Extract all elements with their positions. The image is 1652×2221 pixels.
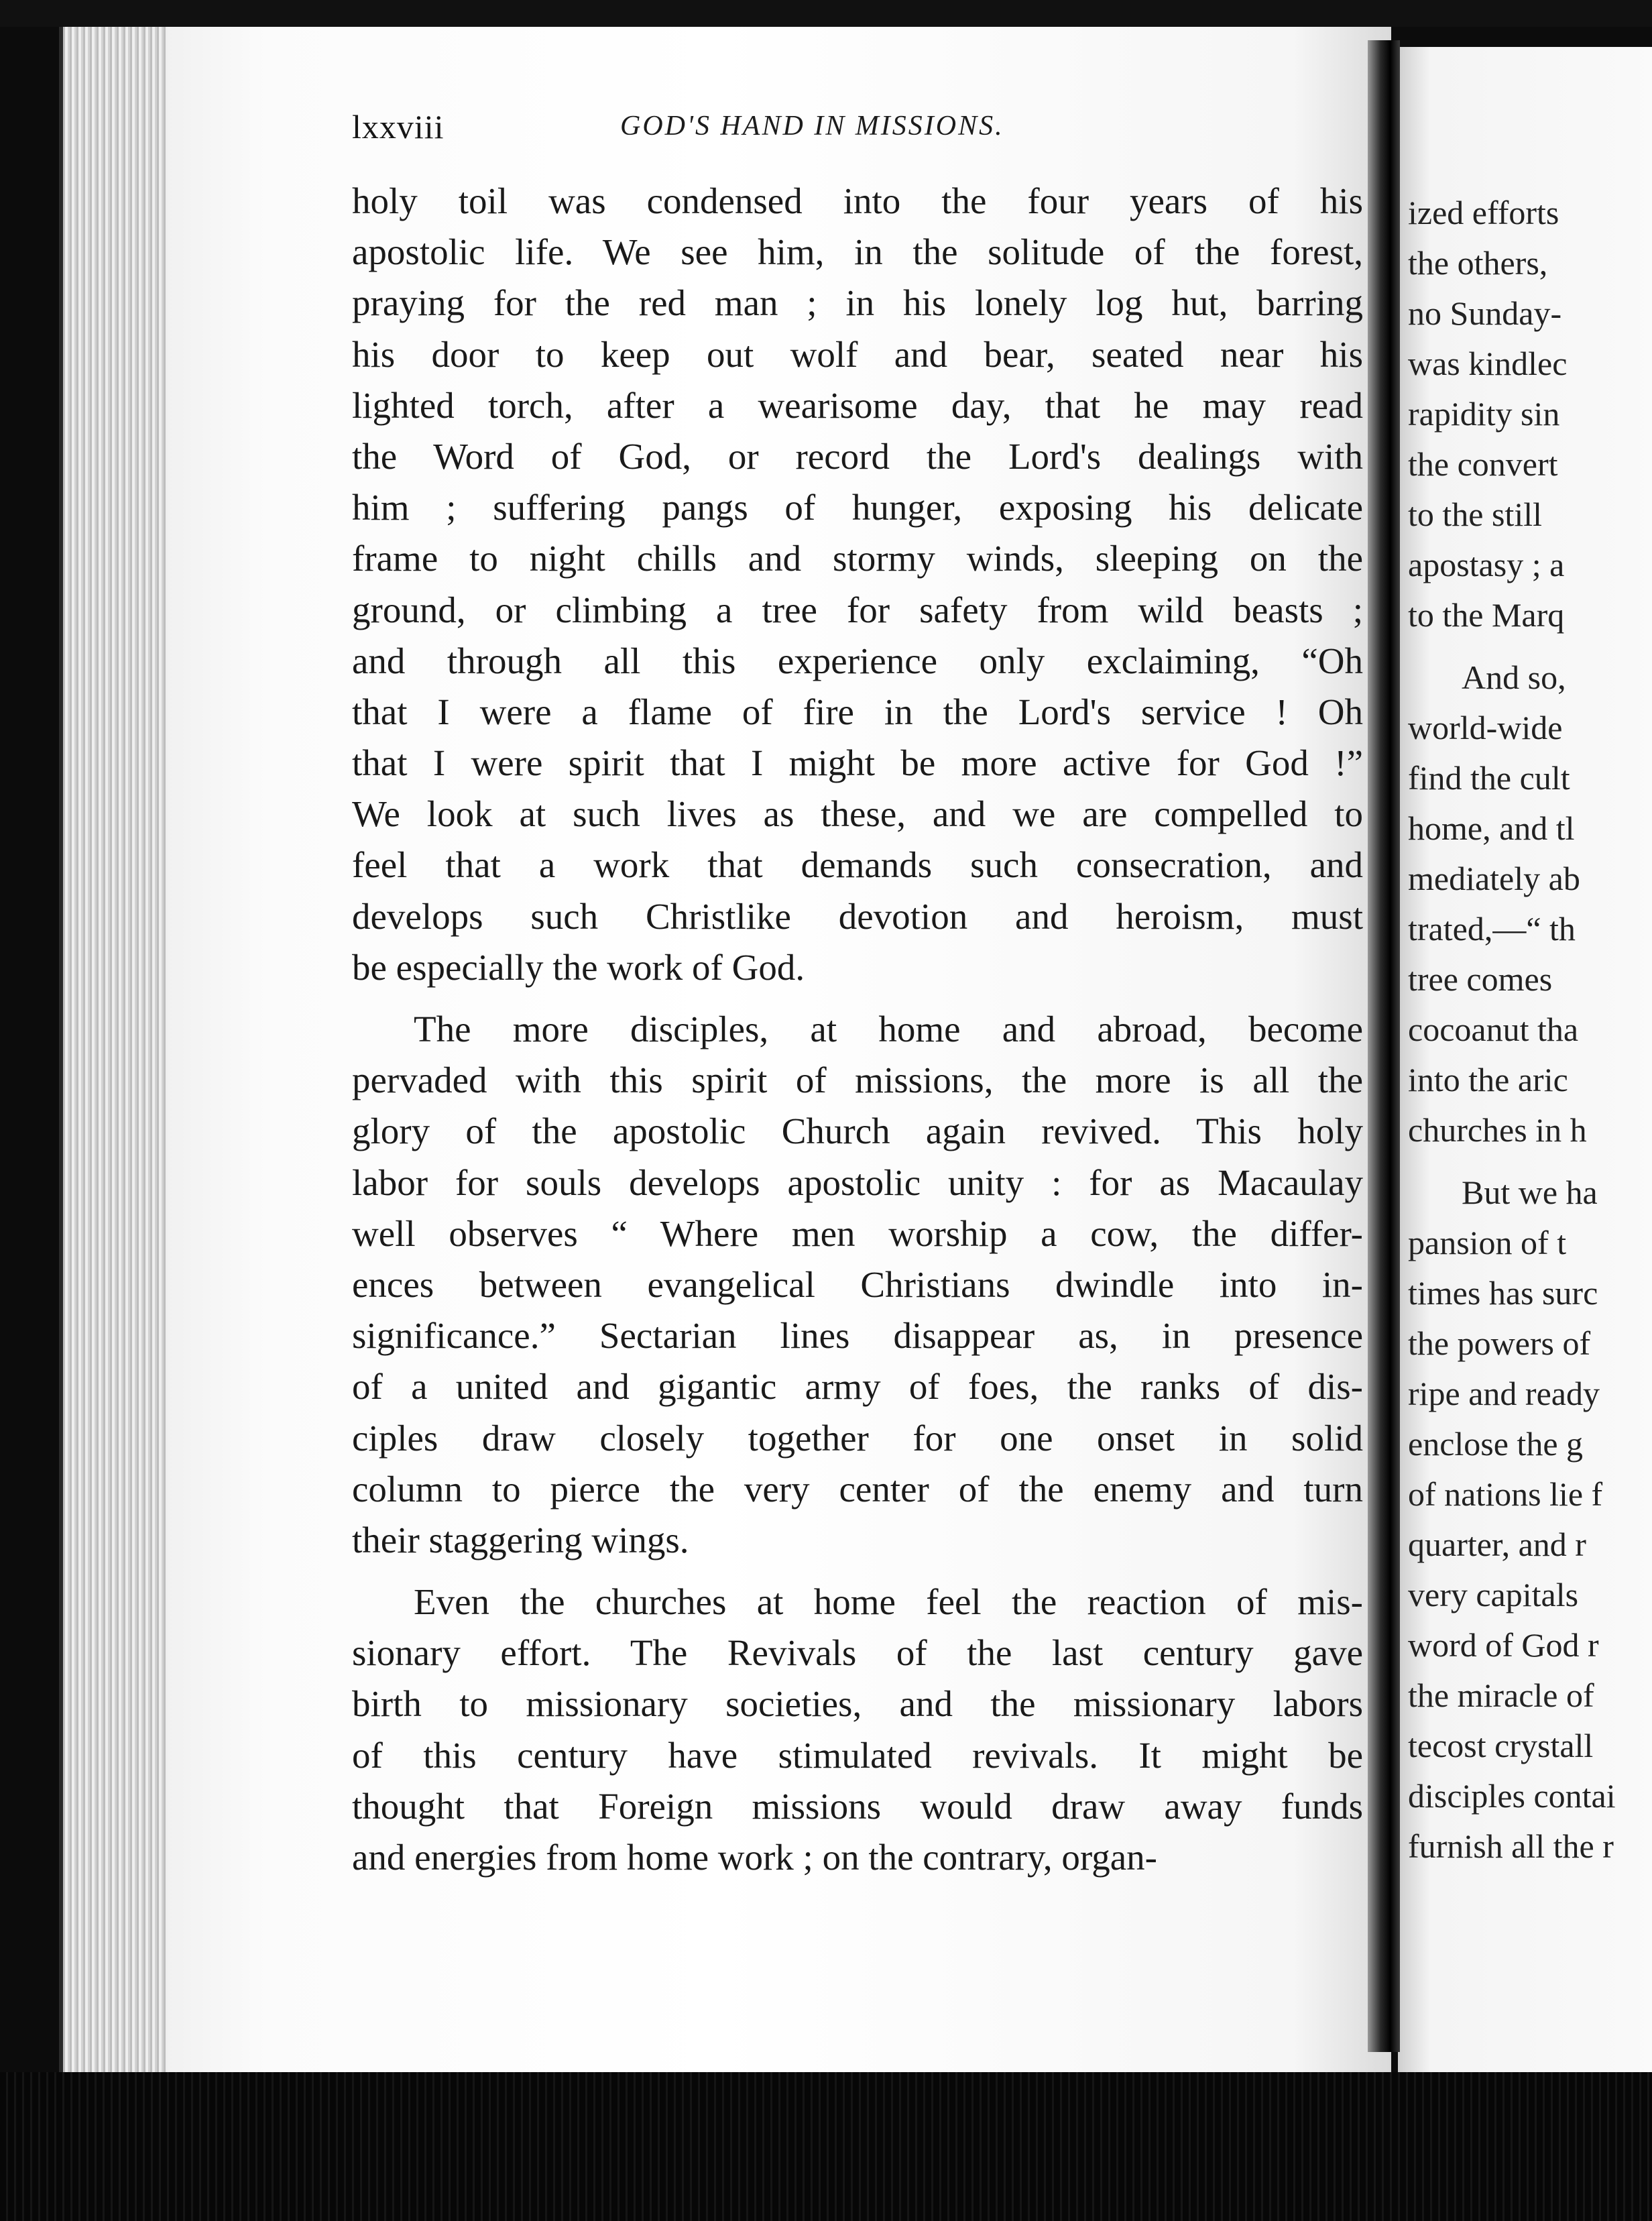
text-line: thought that Foreign missions would draw away funds: [352, 1785, 1363, 1827]
text-line: apostolic life. We see him, in the solitude of the forest,: [352, 231, 1363, 273]
text-line: ripe and ready: [1408, 1375, 1600, 1412]
text-line: disciples contai: [1408, 1777, 1616, 1815]
paragraph-gap: [352, 1566, 1363, 1577]
text-line: home, and tl: [1408, 809, 1575, 847]
text-line: quarter, and r: [1408, 1526, 1586, 1563]
text-line: mediately ab: [1408, 860, 1580, 897]
paragraph-gap: [352, 993, 1363, 1004]
page-header: [352, 107, 1371, 154]
running-head: GOD'S HAND IN MISSIONS.: [620, 111, 1004, 141]
text-line: tecost crystall: [1408, 1727, 1594, 1764]
right-page-text: [1408, 188, 1652, 1872]
text-line: frame to night chills and stormy winds, sleeping on the: [352, 538, 1363, 579]
text-line: that I were spirit that I might be more active for God !”: [352, 742, 1363, 784]
scan-bottom-border: [0, 2072, 1652, 2221]
text-line: sionary effort. The Revivals of the last century gave: [352, 1632, 1363, 1674]
left-page-text: [352, 176, 1363, 1883]
text-line: into the aric: [1408, 1061, 1568, 1098]
text-line: ences between evangelical Christians dwindle into in-: [352, 1263, 1363, 1305]
text-line: and energies from home work ; on the contrary, organ-: [352, 1837, 1157, 1878]
text-line: find the cult: [1408, 759, 1570, 797]
text-line: enclose the g: [1408, 1425, 1584, 1463]
text-line: But we ha: [1462, 1174, 1598, 1211]
text-line: the Word of God, or record the Lord's dealings with: [352, 435, 1363, 477]
text-line: We look at such lives as these, and we are compelled to: [352, 793, 1363, 835]
text-line: his door to keep out wolf and bear, seated near his: [352, 333, 1363, 375]
text-line: significance.” Sectarian lines disappear as, in presence: [352, 1315, 1363, 1357]
text-line: to the still: [1408, 496, 1542, 533]
text-line: was kindlec: [1408, 345, 1568, 382]
text-line: ground, or climbing a tree for safety from wild beasts ;: [352, 589, 1363, 630]
text-line: no Sunday-: [1408, 294, 1562, 332]
text-line: the miracle of: [1408, 1676, 1594, 1714]
text-line: world-wide: [1408, 709, 1563, 746]
paragraph-gap: [1408, 1155, 1652, 1168]
text-line: tree comes: [1408, 960, 1553, 998]
text-line: labor for souls develops apostolic unity : for as Macaulay: [352, 1161, 1363, 1203]
text-line: to the Marq: [1408, 596, 1565, 634]
text-line: lighted torch, after a wearisome day, that he may read: [352, 384, 1363, 426]
text-line: praying for the red man ; in his lonely log hut, barring: [352, 282, 1363, 324]
text-line: develops such Christlike devotion and heroism, must: [352, 895, 1363, 937]
text-line: cocoanut tha: [1408, 1011, 1579, 1048]
text-line: and through all this experience only exclaiming, “Oh: [352, 640, 1363, 681]
text-line: Even the churches at home feel the reaction of mis-: [414, 1581, 1363, 1623]
text-line: rapidity sin: [1408, 395, 1560, 433]
text-line: him ; suffering pangs of hunger, exposing his delicate: [352, 487, 1363, 528]
text-line: the others,: [1408, 244, 1548, 282]
text-line: the powers of: [1408, 1324, 1591, 1362]
text-line: The more disciples, at home and abroad, become: [414, 1009, 1363, 1049]
text-line: column to pierce the very center of the enemy and turn: [352, 1468, 1363, 1510]
text-line: ized efforts: [1408, 194, 1559, 231]
text-line: of this century have stimulated revivals. It might be: [352, 1734, 1363, 1776]
text-line: very capitals: [1408, 1576, 1579, 1613]
text-line: birth to missionary societies, and the missionary labors: [352, 1683, 1363, 1725]
text-line: pansion of t: [1408, 1224, 1567, 1261]
text-line: churches in h: [1408, 1111, 1587, 1149]
text-line: well observes “ Where men worship a cow, the differ-: [352, 1212, 1363, 1254]
text-line: the convert: [1408, 445, 1558, 483]
text-line: furnish all the r: [1408, 1827, 1614, 1865]
text-line: trated,—“ th: [1408, 910, 1576, 948]
text-line: be especially the work of God.: [352, 946, 805, 988]
text-line: glory of the apostolic Church again revived. This holy: [352, 1110, 1363, 1152]
text-line: of a united and gigantic army of foes, the ranks of dis-: [352, 1366, 1363, 1408]
text-line: times has surc: [1408, 1274, 1598, 1312]
paragraph-gap: [1408, 640, 1652, 652]
text-line: pervaded with this spirit of missions, the more is all the: [352, 1060, 1363, 1101]
text-line: of nations lie f: [1408, 1475, 1603, 1513]
text-line: word of God r: [1408, 1626, 1599, 1664]
text-line: holy toil was condensed into the four years of his: [352, 180, 1363, 221]
text-line: apostasy ; a: [1408, 546, 1565, 583]
text-line: that I were a flame of fire in the Lord's service ! Oh: [352, 691, 1363, 732]
page-number: lxxviii: [352, 108, 445, 146]
scan-top-border: [0, 0, 1652, 27]
text-line: ciples draw closely together for one onset in solid: [352, 1417, 1363, 1459]
text-line: feel that a work that demands such consecration, and: [352, 844, 1363, 886]
text-line: And so,: [1462, 659, 1566, 696]
text-line: their staggering wings.: [352, 1519, 689, 1560]
book-gutter: [1368, 40, 1400, 2052]
